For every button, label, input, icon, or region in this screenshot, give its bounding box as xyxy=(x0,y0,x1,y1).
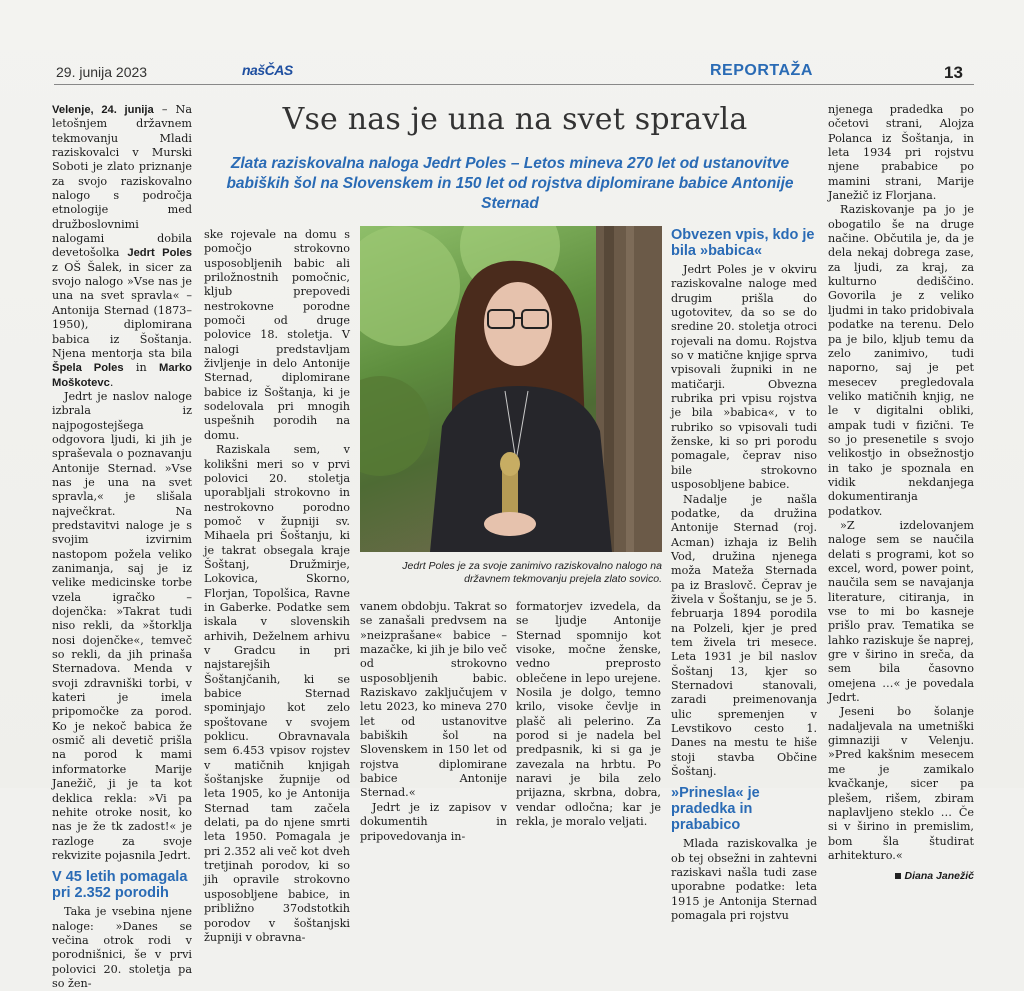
byline xyxy=(828,869,974,883)
publication-logo: našČAS xyxy=(242,62,293,78)
page-number: 13 xyxy=(944,63,963,82)
subheading: V 45 letih pomagala pri 2.352 porodih xyxy=(52,869,188,902)
column-4 xyxy=(516,600,661,830)
paragraph: ske rojevale na domu s pomočjo strokovno usposobljenih babic ali priložnostnih pomočnic, kljub prepovedi nestrokovne porodne pomoči od druge polovice 18. stoletja. V nalogi predstavljam življenje in delo Antonije Sternad, diplomirane babice iz Šoštanja, ki je sodelovala pri mnogih uspešnih porodih na domu. xyxy=(204,228,350,442)
photo-caption: Jedrt Poles je za svoje zanimivo raziskovalno nalogo na državnem tekmovanju prejela zlato sovico. xyxy=(402,560,662,585)
mentor-name: Špela Poles xyxy=(52,362,124,375)
dateline: Velenje, 24. junija xyxy=(52,104,154,116)
subheading: »Prinesla« je pradedka in prababico xyxy=(671,785,760,834)
paragraph: formatorjev izvedela, da se ljudje Antonije Sternad spomnijo kot visoke, močne ženske, vedno preprosto oblečene in lepo urejene. Nosila je dolgo, temno krilo, visoke čevlje in plašč ali pelerino. Za porod si je nadela bel predpasnik, ki si ga je zavezala na hrbtu. Po naravi je bila zelo prijazna, skrbna, dobra, vendar odločna; kar je rekla, je moralo veljati. xyxy=(516,600,661,829)
article-photo xyxy=(360,226,662,552)
paragraph: vanem obdobju. Takrat so se zanašali predvsem na »neizprašane« babice – mazačke, ki jih je bilo več od strokovno usposobljenih babic. Raziskavo zaključujem v letu 2023, ko mineva 270 let od ustanovitve babiških šol na Slovenskem in 150 let od rojstva diplomirane babice Antonije Sternad.« xyxy=(360,600,507,800)
author-name: Diana Janežič xyxy=(904,870,974,883)
column-1 xyxy=(52,103,192,991)
paragraph: Nadalje je našla podatke, da družina Antonije Sternad (roj. Acman) izhaja iz Belih Vod, družina njenega moža Mateža Sternada pa iz Braslovč. Čeprav je živela v Šoštanju, se je 5. februarja 1894 porodila na Polzeli, kjer je pred tem živela tri mesece. Leta 1931 je bil naslov Šoštanj 13, kjer so Sternadovi stanovali, zaradi preimenovanja ulic spremenjen v Levstikovo cesto 1. Danes na mestu te hiše stoji stavba Občine Šoštanj. xyxy=(671,492,817,779)
column-2 xyxy=(204,228,350,945)
student-name: Jedrt Poles xyxy=(127,247,192,260)
paragraph: Mlada raziskovalka je ob tej obsežni in zahtevni raziskavi našla tudi zase uporabne podatke: leta 1915 je Antonija Sternad pomagala pri rojstvu xyxy=(671,837,817,923)
paragraph: »Z izdelovanjem naloge sem se naučila delati s programi, kot so excel, word, power point, naučila sem se navajanja literature, citiranja, in vse to mi bo kasneje prišlo prav. Tematika se lahko raziskuje še naprej, gre v širino in sreča, da sem bila časovno omejena …« je povedala Jedrt. xyxy=(828,518,974,705)
column-3 xyxy=(360,600,507,844)
article-standfirst: Zlata raziskovalna naloga Jedrt Poles – Letos mineva 270 let od ustanovitve babiških šol na Slovenskem in 150 let od rojstva diplomirane babice Antonije Sternad xyxy=(226,155,794,212)
paragraph: njenega pradedka po očetovi strani, Alojza Polanca iz Šoštanja, in leta 1934 pri rojstvu njene prababice po mamini strani, Marije Janežič iz Florjana. xyxy=(828,103,974,203)
paragraph: Taka je vsebina njene naloge: »Danes se večina otrok rodi v porodnišnici, še v prvi polovici 20. stoletja pa so žen- xyxy=(52,905,192,990)
column-6 xyxy=(828,103,974,884)
paragraph: Raziskovanje pa jo je obogatilo še na druge načine. Občutila je, da je dela nekaj dobrega zase, za ljudi, za kraj, za kulturno dediščino. Govorila je z veliko ljudmi in tako pridobivala podatke na terenu. Delo pa je bilo, kljub temu da zelo zanimivo, tudi naporno, saj je pet mesecev pregledovala veliko matičnih knjig, ne le v digitalni obliki, ampak tudi v fizični. Te so jo presenetile s svojo velikostjo in obsežnostjo in tako je spoznala en vidik nekdanjega dokumentiranja podatkov. xyxy=(828,203,974,518)
paragraph: Velenje, 24. junija – Na letošnjem državnem tekmovanju Mladi raziskovalci v Murski Soboti je zlato priznanje za svojo raziskovalno nalogo s področja etnologije med družboslovnimi nalogami dobila devetošolka Jedrt Poles z OŠ Šalek, in sicer za svojo nalogo »Vse nas je una na svet spravla« – Antonija Sternad (1873–1950), diplomirana babica iz Šoštanja. Njena mentorja sta bila Špela Poles in Marko Moškotevc. xyxy=(52,103,193,389)
paragraph: Jedrt Poles je v okviru raziskovalne naloge med drugim prišla do ugotovitev, da so se do sredine 20. stoletja otroci rojevali na domu. Rojstva so v matične knjige sprva vpisovali župniki in ne matičarji. Obvezna rubrika pri vpisu rojstva je bila »babica«, v to rubriko so vpisovali tudi ženske, ki so pri porodu pomagale, čeprav niso bile strokovno usposobljene babice. xyxy=(671,263,817,492)
paragraph: Jeseni bo šolanje nadaljevala na umetniški gimnaziji v Velenju. »Pred kakšnim mesecem me je zamikalo kvačkanje, sicer pa plešem, rišem, zbiram naplavljeno steklo … Če si v širino in premislim, bom šla študirat arhitekturo.« xyxy=(828,705,974,862)
issue-date: 29. junija 2023 xyxy=(56,64,148,80)
paragraph: Raziskala sem, v kolikšni meri so v prvi polovici 20. stoletja uporabljali strokovno in nestrokovno porodno pomoč v župniji sv. Mihaela pri Šoštanju, ki je takrat obsegala kraje Šoštanj, Družmirje, Lokovica, Skorno, Florjan, Topolšica, Ravne in Gaberke. Podatke sem iskala v slovenskih arhivih, Deželnem arhivu v Gradcu in pri najstarejših Šoštanjčanih, ki se babice Sternad spominjajo kot zelo spoštovane v svojem poklicu. Obravnavala sem 6.453 vpisov rojstev v matičnih knjigah šoštanjske župnije od leta 1905, ko je Antonija Sternad tam začela delati, pa do njene smrti leta 1950. Pomagala je pri 2.352 ali več kot dveh tretjinah porodov, ki so jih opravile strokovno usposobljene babice, in približno 37odstotkih porodov v šoštanjski župniji v obravna- xyxy=(204,443,350,944)
portrait-illustration xyxy=(360,226,662,552)
section-label: REPORTAŽA xyxy=(710,62,813,79)
paragraph: Jedrt je naslov naloge izbrala iz najpogostejšega odgovora ljudi, ki jih je spraševala o poznavanju Antonije Sternad. »Vse nas je una na svet spravla,« je slišala največkrat. Na predstavitvi naloge je s svojim izvirnim nastopom požela veliko zanimanja, saj je iz velike medicinske torbe vzela igračko – dojenčka: »Takrat tudi niso rekli, da »štorklja nosi dojenčke«, temveč so rekli, da jih prinaša Sternadova. Menda v svoji zdravniški torbi, v kateri je imela pripomočke za porod. Ko je nekoč babica že osmič ali devetič prišla na porod k mami informatorke Marije Janežič, ji je ta kot deklica rekla: »Vi pa nehite otroke nosit, ko nas je že tk zadost!« je razloge za svoje rekvizite pojasnila Jedrt. xyxy=(52,389,192,862)
column-5 xyxy=(671,221,817,923)
mentor-name: Marko Moškotevc xyxy=(52,362,192,389)
byline-square-icon xyxy=(895,873,901,879)
header-divider xyxy=(54,84,974,85)
paragraph: Jedrt je iz zapisov v dokumentih in pripovedovanja in- xyxy=(360,800,507,843)
subheading: Obvezen vpis, kdo je bila »babica« xyxy=(671,227,815,259)
article-headline: Vse nas je una na svet spravla xyxy=(282,102,748,137)
